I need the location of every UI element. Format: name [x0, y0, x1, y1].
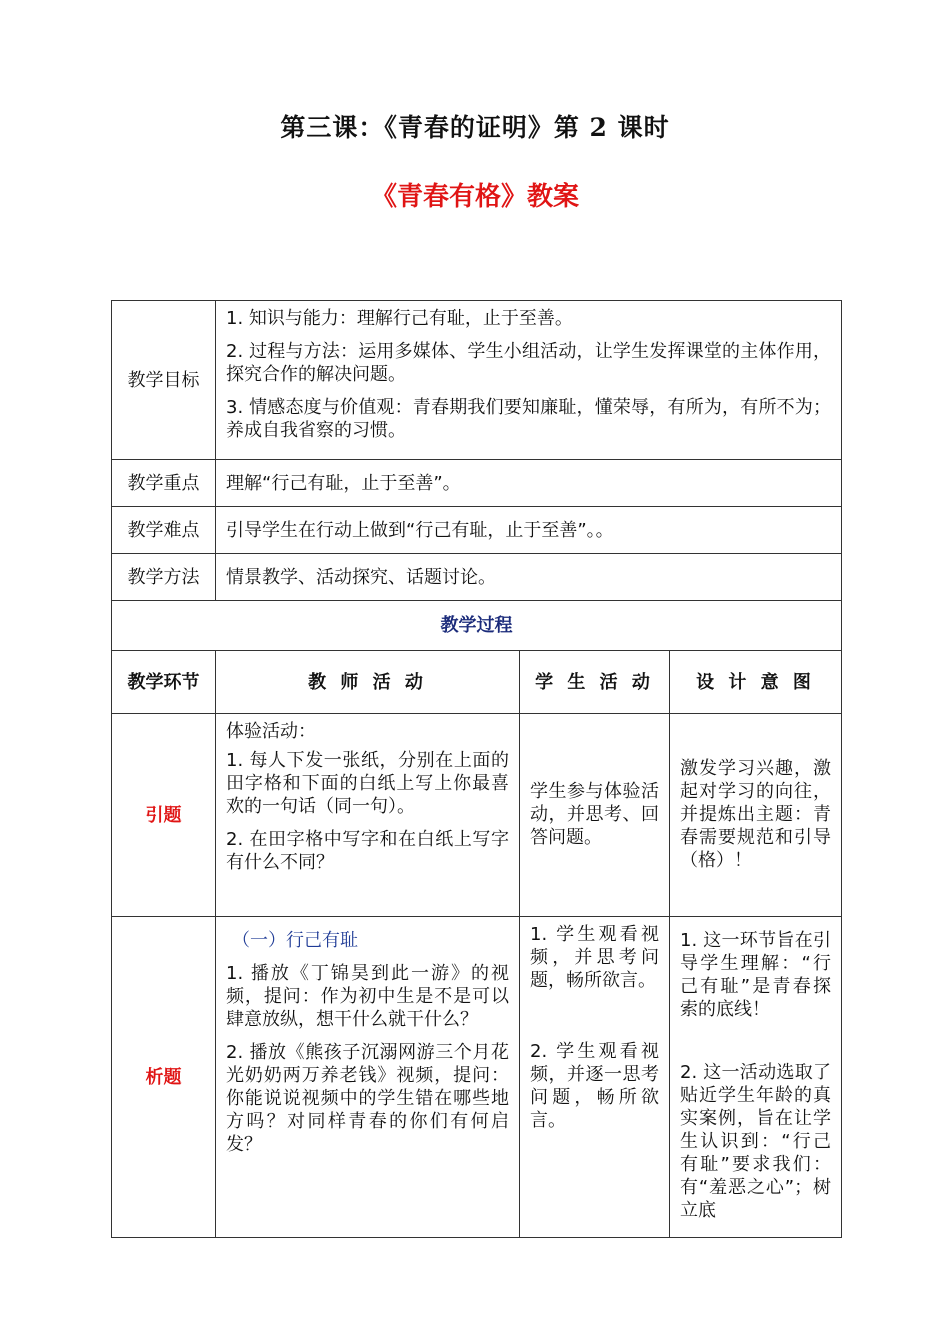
teacher-activity-heading: （一）行己有耻: [232, 930, 358, 951]
teacher-activity-item: 1. 播放《丁锦昊到此一游》的视频，提问：作为初中生是不是可以肆意放纵，想干什么就干什么？: [226, 963, 509, 1030]
lesson-plan-table: [111, 300, 842, 1238]
design-intent: [670, 714, 842, 917]
key-point-text: 理解“行己有耻，止于至善”。: [216, 460, 842, 507]
student-activity-item: 学生参与体验活动，并思考、回答问题。: [530, 780, 659, 848]
goal-item: 2. 过程与方法：运用多媒体、学生小组活动，让学生发挥课堂的主体作用，探究合作的解决问题。: [226, 341, 832, 385]
process-title-row: [112, 601, 842, 651]
goals-label: 教学目标: [112, 301, 216, 460]
teacher-activity: [216, 917, 520, 1238]
col-header-teacher: 教 师 活 动: [216, 651, 520, 714]
page-title: 第三课：《青春的证明》第 2 课时: [280, 113, 670, 142]
col-header-intent: 设 计 意 图: [670, 651, 842, 714]
difficulty-text: 引导学生在行动上做到“行己有耻，止于至善”。。: [216, 507, 842, 554]
student-activity-item: 1. 学生观看视频，并思考问题，畅所欲言。: [530, 924, 659, 991]
col-header-stage: 教学环节: [112, 651, 216, 714]
method-row: [112, 554, 842, 601]
process-title: 教学过程: [112, 601, 842, 651]
stage-label: 析题: [112, 917, 216, 1238]
difficulty-row: [112, 507, 842, 554]
col-header-student: 学 生 活 动: [520, 651, 670, 714]
design-intent-item: 2. 这一活动选取了贴近学生年龄的真实案例，旨在让学生认识到：“行己有耻”要求我们：有“羞恶之心”；树立底: [680, 1062, 832, 1221]
design-intent-item: 1. 这一环节旨在引导学生理解：“行己有耻”是青春探索的底线！: [680, 930, 832, 1020]
difficulty-label: 教学难点: [112, 507, 216, 554]
column-header-row: [112, 651, 842, 714]
teacher-activity-item: 2. 在田字格中写字和在白纸上写字有什么不同？: [226, 829, 509, 873]
page-subtitle: 《青春有格》教案: [370, 182, 579, 212]
key-point-row: [112, 460, 842, 507]
goal-item: 3. 情感态度与价值观：青春期我们要知廉耻，懂荣辱，有所为，有所不为；养成自我省察的习惯。: [226, 397, 832, 441]
student-activity-item: 2. 学生观看视频，并逐一思考问题，畅所欲言。: [530, 1041, 659, 1131]
teacher-activity-item: 2. 播放《熊孩子沉溺网游三个月花光奶奶两万养老钱》视频，提问：你能说说视频中的学生错在哪些地方吗？对同样青春的你们有何启发？: [226, 1042, 509, 1155]
method-text: 情景教学、活动探究、话题讨论。: [216, 554, 842, 601]
stage-label: 引题: [112, 714, 216, 917]
design-intent: [670, 917, 842, 1238]
design-intent-item: 激发学习兴趣，激起对学习的向往，并提炼出主题：青春需要规范和引导（格）！: [680, 757, 832, 871]
teacher-activity-item: 1. 每人下发一张纸，分别在上面的田字格和下面的白纸上写上你最喜欢的一句话（同一句）。: [226, 750, 509, 817]
student-activity: [520, 917, 670, 1238]
goal-item: 1. 知识与能力：理解行己有耻，止于至善。: [226, 308, 573, 329]
goals-content: [216, 301, 842, 460]
goals-row: [112, 301, 842, 460]
teacher-activity-item: 体验活动：: [226, 721, 316, 742]
key-point-label: 教学重点: [112, 460, 216, 507]
method-label: 教学方法: [112, 554, 216, 601]
process-row-analysis: [112, 917, 842, 1238]
process-row-intro: [112, 714, 842, 917]
student-activity: [520, 714, 670, 917]
teacher-activity: [216, 714, 520, 917]
